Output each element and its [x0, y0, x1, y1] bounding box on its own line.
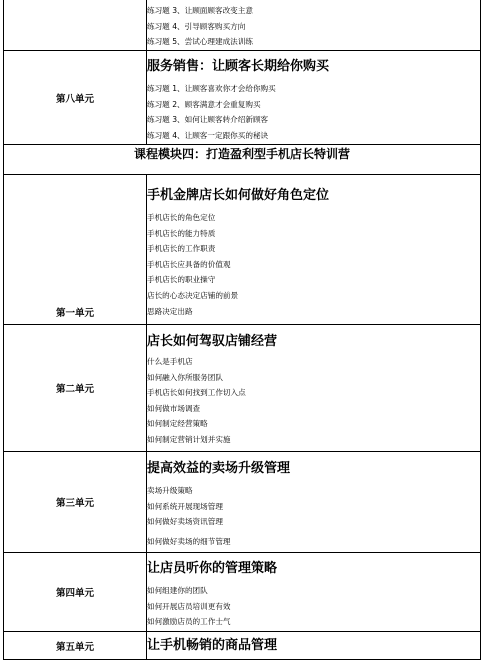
list-item: 如何做好卖场资讯管理 [147, 517, 223, 527]
content-cell [147, 553, 481, 632]
list-item: 如何融入你所服务团队 [147, 372, 223, 382]
list-item: 如何制定经营策略 [147, 419, 208, 429]
list-item: 练习题 4、让顾客一定跟你买的秘诀 [147, 130, 269, 140]
table-row [4, 0, 481, 51]
unit-label: 第八单元 [55, 93, 94, 105]
unit-label: 第三单元 [55, 498, 94, 509]
list-item: 练习题 5、尝试心理建成法训练 [147, 37, 253, 47]
unit-title: 提高效益的卖场升级管理 [147, 461, 291, 476]
unit-label: 第四单元 [55, 588, 94, 599]
table-row [4, 553, 481, 632]
unit-label: 第一单元 [55, 308, 94, 319]
list-item: 如何做市场调查 [147, 403, 201, 413]
content-cell [147, 632, 481, 660]
list-item: 练习题 2、顾客满意才会重复购买 [147, 99, 261, 109]
list-item: 如何系统开展现场管理 [147, 501, 223, 511]
list-item: 手机店长的工作职责 [147, 244, 216, 254]
content-cell [147, 452, 481, 553]
table-row [4, 452, 481, 553]
unit-cell [4, 632, 147, 660]
list-item: 思路决定出路 [147, 306, 193, 316]
table-row [4, 632, 481, 660]
table-row [4, 175, 481, 325]
unit-cell [4, 553, 147, 632]
unit-title: 让店员听你的管理策略 [147, 561, 278, 576]
course-table [3, 0, 481, 660]
list-item: 如何组建你的团队 [147, 586, 208, 595]
content-cell [147, 0, 481, 51]
module-heading: 课程模块四：打造盈利型手机店长特训营 [4, 145, 481, 175]
list-item: 店长的心态决定店铺的前景 [147, 290, 239, 300]
list-item: 练习题 1、让顾客喜欢你才会给你购买 [147, 84, 276, 93]
table-row [4, 145, 481, 175]
list-item: 卖场升级策略 [147, 486, 193, 495]
list-item: 如何做好卖场的细节管理 [147, 536, 231, 546]
list-item: 如何制定营销计划并实施 [147, 434, 231, 444]
unit-cell [4, 325, 147, 452]
unit-title: 店长如何驾驭店铺经营 [147, 334, 278, 349]
list-item: 手机店长应具备的价值观 [147, 259, 231, 269]
unit-title: 手机金牌店长如何做好角色定位 [147, 188, 330, 203]
list-item: 手机店长的职业操守 [147, 275, 216, 285]
list-item: 练习题 4、引导顾客购买方向 [147, 21, 246, 31]
table-row [4, 325, 481, 452]
unit-cell [4, 51, 147, 145]
content-cell [147, 325, 481, 452]
table-row [4, 51, 481, 145]
list-item: 练习题 3、让顾面顾客改变主意 [147, 6, 253, 15]
content-cell [147, 175, 481, 325]
list-item: 手机店长的角色定位 [147, 213, 216, 222]
unit-title: 让手机畅销的商品管理 [147, 638, 278, 653]
list-item: 什么是手机店 [147, 357, 193, 366]
unit-title: 服务销售：让顾客长期给你购买 [147, 59, 330, 74]
unit-label: 第五单元 [55, 641, 94, 653]
list-item: 如何激励店员的工作士气 [147, 617, 231, 627]
unit-label: 第二单元 [55, 384, 94, 395]
list-item: 手机店长的能力特质 [147, 228, 216, 238]
unit-cell [4, 175, 147, 325]
list-item: 手机店长如何找到工作切入点 [147, 388, 246, 398]
unit-cell [4, 0, 147, 51]
unit-cell [4, 452, 147, 553]
content-cell [147, 51, 481, 145]
list-item: 如何开展店员培训更有效 [147, 601, 231, 611]
list-item: 练习题 3、如何让顾客转介绍新顾客 [147, 115, 269, 125]
